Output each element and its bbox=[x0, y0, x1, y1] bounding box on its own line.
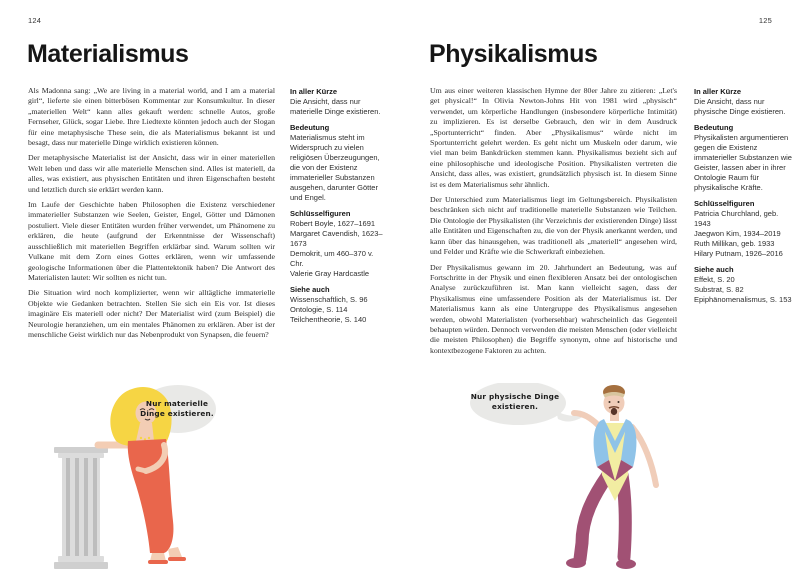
sidebar-text: Die Ansicht, dass nur physische Dinge existieren. bbox=[694, 97, 786, 116]
page-title-materialismus: Materialismus bbox=[27, 40, 189, 68]
key-figure: Robert Boyle, 1627–1691 bbox=[290, 219, 376, 228]
sidebar-heading: In aller Kürze bbox=[290, 87, 338, 96]
paragraph: Der metaphysische Materialist ist der Ansicht, dass wir in einer materiellen Welt leben und dass wir alle materielle Menschen sind. Alles ist materiell, da alles, was existiert, aus physischen Entitäten und ihren Eigenschaften besteht und letztlich durch sie erklärt werden kann. bbox=[28, 153, 275, 194]
key-figure: Patricia Churchland, geb. 1943 bbox=[694, 209, 779, 228]
speech-bubble-text-right: Nur physische Dinge existieren. bbox=[470, 392, 560, 411]
sidebar-section-siehe-auch bbox=[694, 265, 793, 305]
sidebar-materialismus bbox=[290, 87, 389, 331]
cross-reference: Effekt, S. 20 bbox=[694, 275, 735, 284]
sidebar-physikalismus bbox=[694, 87, 793, 311]
cross-reference: Substrat, S. 82 bbox=[694, 285, 744, 294]
key-figure: Valerie Gray Hardcastle bbox=[290, 269, 370, 278]
sidebar-text: Materialismus steht im Widerspruch zu vielen religiösen Überzeugungen, die von der Existenz immaterieller Substanzen ausgehen, darunter Götter und Engel. bbox=[290, 133, 380, 202]
sidebar-section-siehe-auch bbox=[290, 285, 389, 325]
paragraph: Der Unterschied zum Materialismus liegt im Geltungsbereich. Physikalisten beschränken sich nicht auf traditionelle materielle Substanzen wie Teilchen. Die Ontologie der Physikalisten (ihr Verzeichnis der existierenden Dinge) lässt alle Entitäten und Eigenschaften zu, die von der Physik anerkannt werden, und kann über das hinausgehen, was traditionell als „materiell“ angesehen wird, und Felder und Kräfte wie die Schwerkraft einbeziehen. bbox=[430, 195, 677, 257]
sidebar-section-kurze bbox=[694, 87, 793, 117]
sidebar-heading: Schlüsselfiguren bbox=[290, 209, 351, 218]
aerobics-figure-illustration bbox=[566, 385, 656, 569]
sidebar-section-bedeutung bbox=[290, 123, 389, 203]
paragraph: Um aus einer weiteren klassischen Hymne der 80er Jahre zu zitieren: „Let's get physical!“ In Olivia Newton-Johns Hit von 1981 wird „physisch“ verwendet, um körperliche Handlungen (insbesondere körperliche Intimität) zu implizieren. Es ist derselbe Gebrauch, den wir in dem Ausdruck „Sportunterricht“ finden. Aber „Physikalismus“ würde nicht im Sportunterricht gelehrt werden. Es geht nicht um Muskeln oder darum, wie viel man beim Bankdrücken stemmen kann. Physikalismus bezieht sich auf eine philosophische und ideologische Position. Physikalisten vertreten die Ansicht, dass alles, was existiert, grundsätzlich physisch ist. In diesem Sinne ist es dem Materialismus sehr ähnlich. bbox=[430, 86, 677, 189]
key-figure: Jaegwon Kim, 1934–2019 bbox=[694, 229, 781, 238]
body-text-materialismus bbox=[28, 86, 275, 345]
paragraph: Als Madonna sang: „We are living in a material world, and I am a material girl“, lieferte sie einen bitterbösen Kommentar zur Konsumkultur. In dieser „materiellen Welt“ kann alles gekauft werden: schnelle Autos, große Fernseher, Glück, sogar Liebe. Ihre Liedtexte könnten jedoch auch der Slogan für eine metaphysische These sein, die als Materialismus bekannt ist und besagt, dass nur materielle Dinge wirklich existieren können. bbox=[28, 86, 275, 148]
cross-reference: Epiphänomenalismus, S. 153 bbox=[694, 295, 792, 304]
paragraph: Die Situation wird noch komplizierter, wenn wir alltägliche immaterielle Objekte wie Gedanken betrachten. Stellen Sie sich ein Eis vor. Ist dieses imaginäre Eis materiell oder nicht? Der Materialist wird (zum Beispiel) die Neurologie heranziehen, um ein mentales Phänomen zu erklären. Aber ist der menschliche Geist wirklich nur das Nebenprodukt von Synapsen, die feuern? bbox=[28, 288, 275, 339]
paragraph: Im Laufe der Geschichte haben Philosophen die Existenz verschiedener immaterieller Substanzen wie Seelen, Geister, Engel, Götter und Dämonen postuliert. Viele dieser Entitäten wurden früher verwendet, um Phänomene zu erklären, die heute (aufgrund der Erkenntnisse der Wissenschaft) ausschließlich mit materiellen Begriffen erklärbar sind. Warum sollten wir Vulkane mit dem Zorn eines Gottes erklären, wenn wir umfassende geologische Informationen über die Plattentektonik haben? Die Antwort des Materialisten lautet: Wir sollten es nicht tun. bbox=[28, 200, 275, 282]
sidebar-heading: Schlüsselfiguren bbox=[694, 199, 755, 208]
body-text-physikalismus bbox=[430, 86, 677, 361]
physicalism-illustration bbox=[430, 383, 760, 573]
cross-reference: Ontologie, S. 114 bbox=[290, 305, 348, 314]
sidebar-text: Die Ansicht, dass nur materielle Dinge existieren. bbox=[290, 97, 381, 116]
sidebar-heading: Bedeutung bbox=[694, 123, 734, 132]
page-number-right: 125 bbox=[758, 16, 772, 25]
sidebar-section-bedeutung bbox=[694, 123, 793, 193]
sidebar-heading: Siehe auch bbox=[694, 265, 734, 274]
page-title-physikalismus: Physikalismus bbox=[429, 40, 598, 68]
sidebar-section-schluesselfiguren bbox=[694, 199, 793, 259]
key-figure: Hilary Putnam, 1926–2016 bbox=[694, 249, 783, 258]
speech-bubble-text-left: Nur materielle Dinge existieren. bbox=[140, 399, 214, 418]
cross-reference: Teilchentheorie, S. 140 bbox=[290, 315, 367, 324]
cross-reference: Wissenschaftlich, S. 96 bbox=[290, 295, 368, 304]
sidebar-heading: Bedeutung bbox=[290, 123, 330, 132]
sidebar-heading: Siehe auch bbox=[290, 285, 330, 294]
sidebar-section-schluesselfiguren bbox=[290, 209, 389, 279]
sidebar-heading: In aller Kürze bbox=[694, 87, 742, 96]
key-figure: Margaret Cavendish, 1623–1673 bbox=[290, 229, 383, 248]
sidebar-section-kurze bbox=[290, 87, 389, 117]
sidebar-text: Physikalisten argumentieren gegen die Existenz immaterieller Substanzen wie Geister, lassen aber in ihrer Ontologie Raum für physikalische Kräfte. bbox=[694, 133, 792, 192]
key-figure: Demokrit, um 460–370 v. Chr. bbox=[290, 249, 374, 268]
key-figure: Ruth Millikan, geb. 1933 bbox=[694, 239, 775, 248]
classical-column-illustration bbox=[54, 447, 108, 569]
paragraph: Der Physikalismus gewann im 20. Jahrhundert an Bedeutung, was auf Fortschritte in der Physik und einen flexibleren Ansatz bei der ontologischen Analyse zurückzuführen ist. Man kann vielleicht sagen, dass der Physikalismus eine umfassendere Position als der Materialismus ist. Der Materialismus kann als eine Untergruppe des Physikalismus angesehen werden, obwohl Materialisten (vorhersehbar) wahrscheinlich das Gegenteil behaupten würden. Dennoch verwenden die meisten Menschen (oder vielleicht die meisten Philosophen) die Begriffe synonym, ohne auf historische und kontextbezogene Faktoren zu achten. bbox=[430, 262, 677, 355]
page-number-left: 124 bbox=[28, 16, 42, 25]
